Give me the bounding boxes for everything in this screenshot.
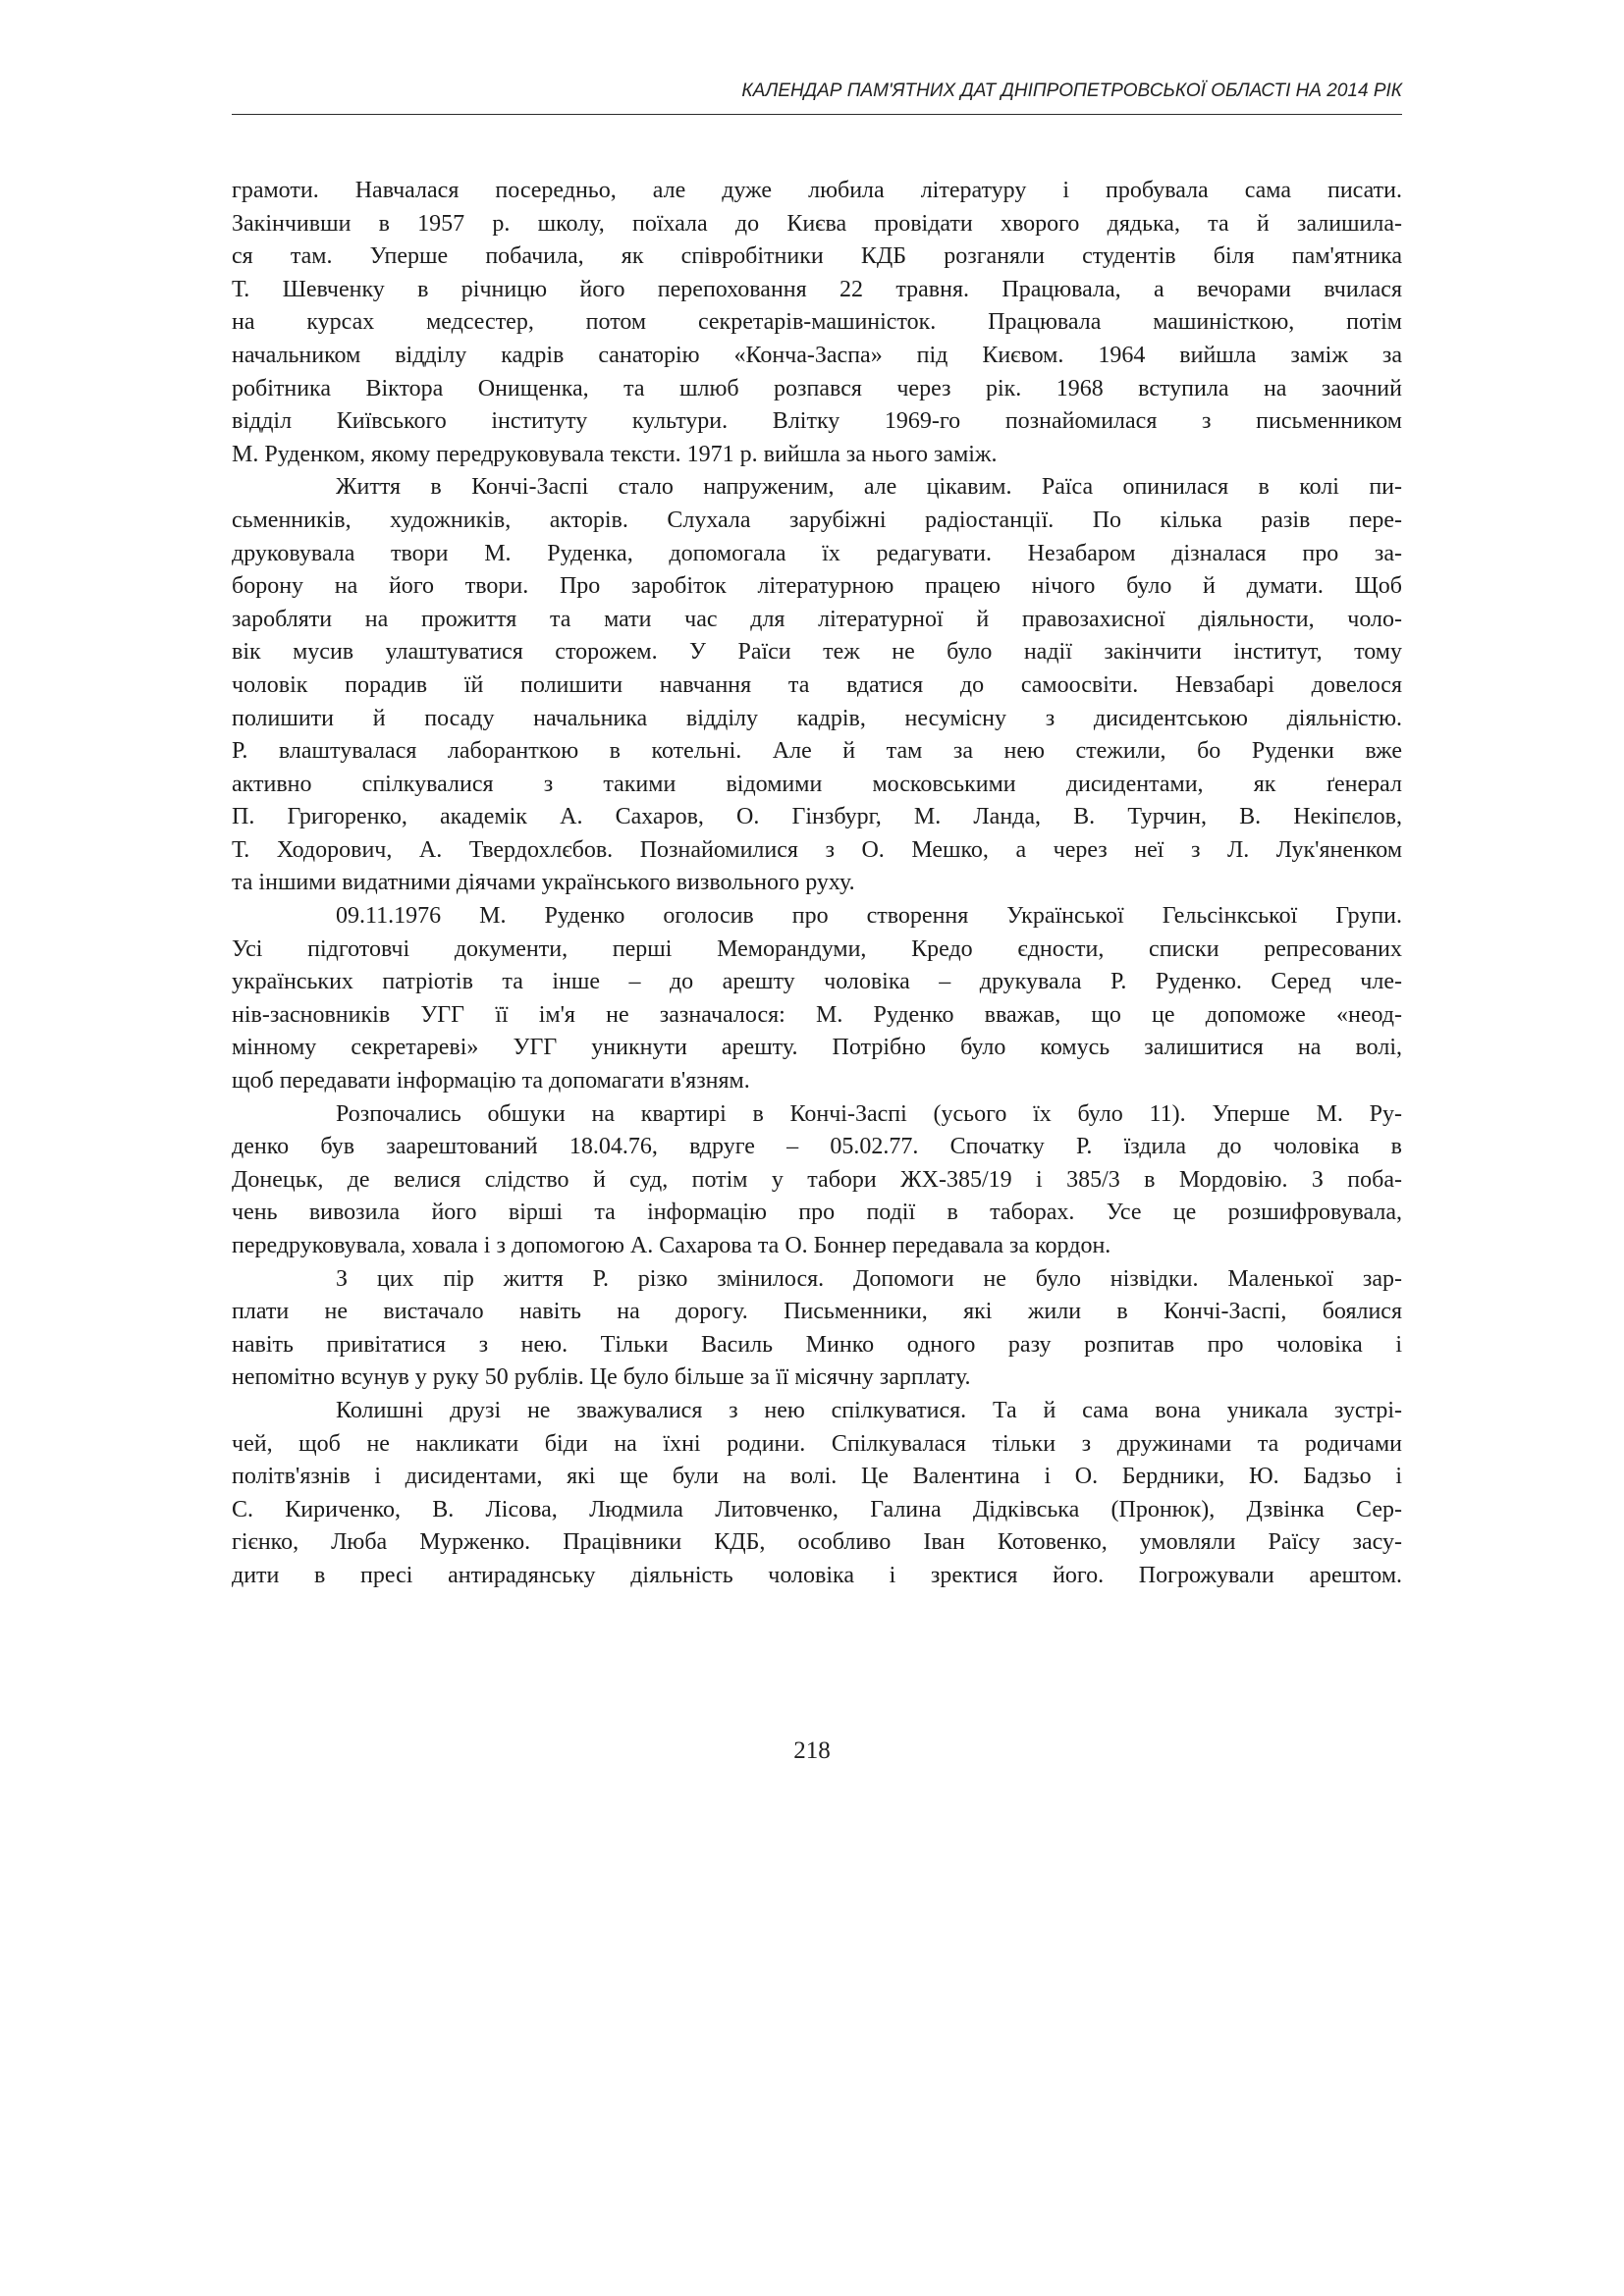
paragraph [232, 175, 1402, 471]
page-number: 218 [793, 1737, 831, 1764]
text-line: Т. Шевченку в річницю його перепоховання 22 травня. Працювала, а вечорами вчилася [232, 276, 1402, 302]
text-line: заробляти на прожиття та мати час для літературної й правозахисної діяльности, чоло- [232, 606, 1402, 632]
text-line: чоловік порадив їй полишити навчання та вдатися до самоосвіти. Невзабарі довелося [232, 671, 1402, 698]
text-line: плати не вистачало навіть на дорогу. Письменники, які жили в Кончі-Заспі, боялися [232, 1299, 1402, 1325]
text-line: Колишні друзі не зважувалися з нею спілкуватися. Та й сама вона уникала зустрі- [336, 1397, 1402, 1423]
text-line: відділ Київського інституту культури. Влітку 1969-го познайомилася з письменником [232, 408, 1402, 435]
paragraph [232, 1098, 1402, 1263]
text-line: друковувала твори М. Руденка, допомогала їх редагувати. Незабаром дізналася про за- [232, 540, 1402, 566]
text-line: полишити й посаду начальника відділу кадрів, несумісну з дисидентською діяльністю. [232, 705, 1402, 731]
running-header: КАЛЕНДАР ПАМ'ЯТНИХ ДАТ ДНІПРОПЕТРОВСЬКОЇ ОБЛАСТІ НА 2014 РІК [741, 80, 1402, 101]
text-line: та іншими видатними діячами українського визвольного руху. [232, 870, 855, 896]
paragraph [232, 1395, 1402, 1593]
body-text [232, 175, 1402, 1593]
text-line: вік мусив улаштуватися сторожем. У Раїси теж не було надії закінчити інститут, тому [232, 639, 1402, 666]
text-line: робітника Віктора Онищенка, та шлюб розпався через рік. 1968 вступила на заочний [232, 375, 1402, 401]
text-line: чень вивозила його вірші та інформацію про події в таборах. Усе це розшифровувала, [232, 1200, 1402, 1226]
text-line: щоб передавати інформацію та допомагати в'язням. [232, 1068, 750, 1095]
text-line: Донецьк, де велися слідство й суд, потім у табори ЖХ-385/19 і 385/3 в Мордовію. З поба- [232, 1166, 1402, 1193]
text-line: Т. Ходорович, А. Твердохлєбов. Познайомилися з О. Мешко, а через неї з Л. Лук'яненком [232, 836, 1402, 863]
text-line: нів-засновників УГГ її ім'я не зазначалося: М. Руденко вважав, що це допоможе «неод- [232, 1001, 1402, 1028]
paragraph [232, 471, 1402, 900]
text-line: передруковувала, ховала і з допомогою А. Сахарова та О. Боннер передавала за кордон. [232, 1233, 1111, 1258]
text-line: начальником відділу кадрів санаторію «Конча-Заспа» під Києвом. 1964 вийшла заміж за [232, 342, 1402, 368]
text-line: непомітно всунув у руку 50 рублів. Це було більше за її місячну зарплату. [232, 1364, 971, 1391]
text-line: мінному секретареві» УГГ уникнути арешту. Потрібно було комусь залишитися на волі, [232, 1035, 1402, 1061]
paragraph [232, 900, 1402, 1098]
text-line: борону на його твори. Про заробіток літературною працею нічого було й думати. Щоб [232, 573, 1402, 600]
header-rule [232, 114, 1402, 115]
paragraph [232, 1263, 1402, 1395]
text-line: активно спілкувалися з такими відомими московськими дисидентами, як ґенерал [232, 771, 1402, 797]
text-line: М. Руденком, якому передруковувала тексти. 1971 р. вийшла за нього заміж. [232, 441, 998, 467]
text-line: чей, щоб не накликати біди на їхні родини. Спілкувалася тільки з дружинами та родичами [232, 1430, 1402, 1457]
text-line: С. Кириченко, В. Лісова, Людмила Литовченко, Галина Дідківська (Пронюк), Дзвінка Сер- [232, 1496, 1402, 1522]
text-line: політв'язнів і дисидентами, які ще були на волі. Це Валентина і О. Бердники, Ю. Бадзьо і [232, 1464, 1402, 1490]
text-line: денко був заарештований 18.04.76, вдруге – 05.02.77. Спочатку Р. їздила до чоловіка в [232, 1134, 1402, 1160]
text-line: ся там. Уперше побачила, як співробітники КДБ розганяли студентів біля пам'ятника [232, 243, 1402, 270]
text-line: українських патріотів та інше – до арешту чоловіка – друкувала Р. Руденко. Серед чле- [232, 969, 1402, 995]
text-line: сьменників, художників, акторів. Слухала зарубіжні радіостанції. По кілька разів пере- [232, 507, 1402, 533]
text-line: гієнко, Люба Мурженко. Працівники КДБ, особливо Іван Котовенко, умовляли Раїсу засу- [232, 1529, 1402, 1556]
text-line: Життя в Кончі-Заспі стало напруженим, але цікавим. Раїса опинилася в колі пи- [336, 474, 1402, 501]
text-line: Усі підготовчі документи, перші Меморандуми, Кредо єдности, списки репресованих [232, 935, 1402, 962]
text-line: на курсах медсестер, потом секретарів-машиністок. Працювала машиністкою, потім [232, 309, 1402, 336]
text-line: Розпочались обшуки на квартирі в Кончі-Заспі (усього їх було 11). Уперше М. Ру- [336, 1100, 1402, 1127]
text-line: грамоти. Навчалася посередньо, але дуже любила літературу і пробувала сама писати. [232, 178, 1402, 203]
text-line: Р. влаштувалася лаборанткою в котельні. Але й там за нею стежили, бо Руденки вже [232, 738, 1402, 765]
text-line: П. Григоренко, академік А. Сахаров, О. Гінзбург, М. Ланда, В. Турчин, В. Некіпєлов, [232, 804, 1402, 830]
text-line: дити в пресі антирадянську діяльність чоловіка і зректися його. Погрожували арештом. [232, 1562, 1402, 1588]
text-line: 09.11.1976 М. Руденко оголосив про створення Української Гельсінкської Групи. [336, 903, 1402, 930]
text-line: Закінчивши в 1957 р. школу, поїхала до Києва провідати хворого дядька, та й залишила- [232, 210, 1402, 237]
text-line: навіть привітатися з нею. Тільки Василь Минко одного разу розпитав про чоловіка і [232, 1331, 1402, 1358]
text-line: З цих пір життя Р. різко змінилося. Допомоги не було нізвідки. Маленької зар- [336, 1265, 1402, 1292]
